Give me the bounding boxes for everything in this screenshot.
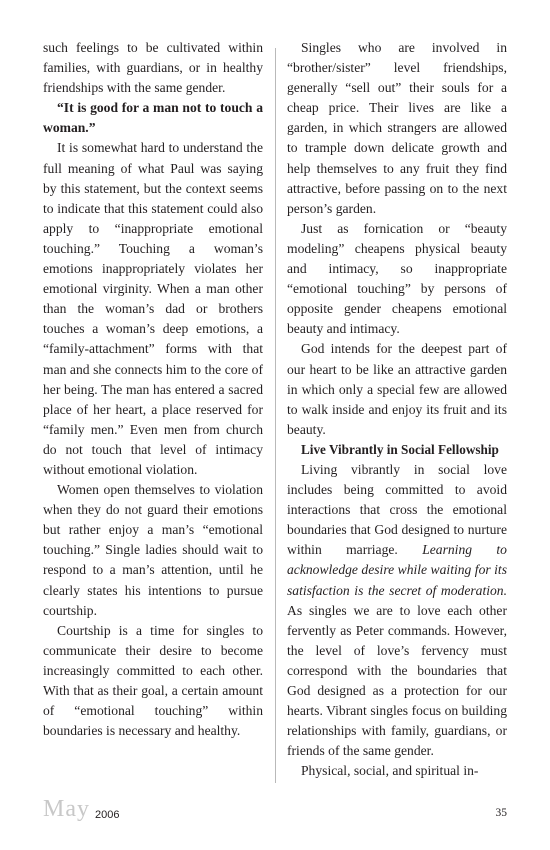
right-column — [287, 38, 507, 781]
column-divider — [275, 48, 276, 783]
paragraph-text: Living vibrantly in social love includes being committed to avoid interactions that cross the emotional boundaries that God designed to nurture within marriage. — [287, 461, 507, 558]
scripture-quote: “It is good for a man not to touch a woman.” — [43, 100, 263, 136]
footer-year: 2006 — [95, 809, 120, 821]
paragraph: such feelings to be cultivated within families, with guardians, or in healthy friendships with the same gender. — [43, 40, 263, 96]
page-number: 35 — [495, 807, 507, 819]
paragraph: God intends for the deepest part of our heart to be like an attractive garden in which only a special few are allowed to walk inside and enjoy its fruit and its beauty. — [287, 341, 507, 437]
footer-month: May — [43, 796, 90, 822]
paragraph: Women open themselves to violation when they do not guard their emotions but rather enjoy a man’s “emotional touching.” Single ladies should wait to respond to a man’s attention, until he clearly states his intentions to pursue courtship. — [43, 482, 263, 618]
paragraph: Physical, social, and spiritual in- — [301, 763, 479, 779]
paragraph: It is somewhat hard to understand the full meaning of what Paul was saying by this statement, but the context seems to indicate that this statement could also apply to “inappropriate emotional touching.” Touching a woman’s emotions inappropriately violates her emotional virginity. When a man other than the woman’s dad or brothers touches a woman’s deep emotions, a “family-attachment” forms with that man and she connects him to the core of her being. The man has entered a sacred place of her heart, a place reserved for “family men.” Even men from church do not touch that level of intimacy without emotional violation. — [43, 140, 263, 477]
section-heading: Live Vibrantly in Social Fellowship — [301, 441, 499, 457]
paragraph — [287, 460, 507, 761]
paragraph: Singles who are involved in “brother/sister” level friendships, generally “sell out” their souls for a cheap price. Their lives are like a garden, in which strangers are allowed to trample down delicate growth and help themselves to any fruit they find attractive, before passing on to the next person’s garden. — [287, 40, 507, 216]
paragraph-text: As singles we are to love each other fervently as Peter commands. However, the level of love’s fervency must correspond with the boundaries that God designed as a protection for our hearts. Vibrant singles focus on building relationships with family, guardians, or friends of the same gender. — [287, 602, 507, 759]
italic-emphasis: Learning to acknowledge desire while waiting for its satisfaction is the secret of moderation. — [287, 542, 507, 598]
paragraph: Just as fornication or “beauty modeling” cheapens physical beauty and intimacy, so inappropriate “emotional touching” by persons of opposite gender cheapens emotional beauty and intimacy. — [287, 220, 507, 337]
left-column — [43, 38, 263, 741]
paragraph: Courtship is a time for singles to communicate their desire to become increasingly committed to each other. With that as their goal, a certain amount of “emotional touching” within boundaries is necessary and healthy. — [43, 622, 263, 739]
